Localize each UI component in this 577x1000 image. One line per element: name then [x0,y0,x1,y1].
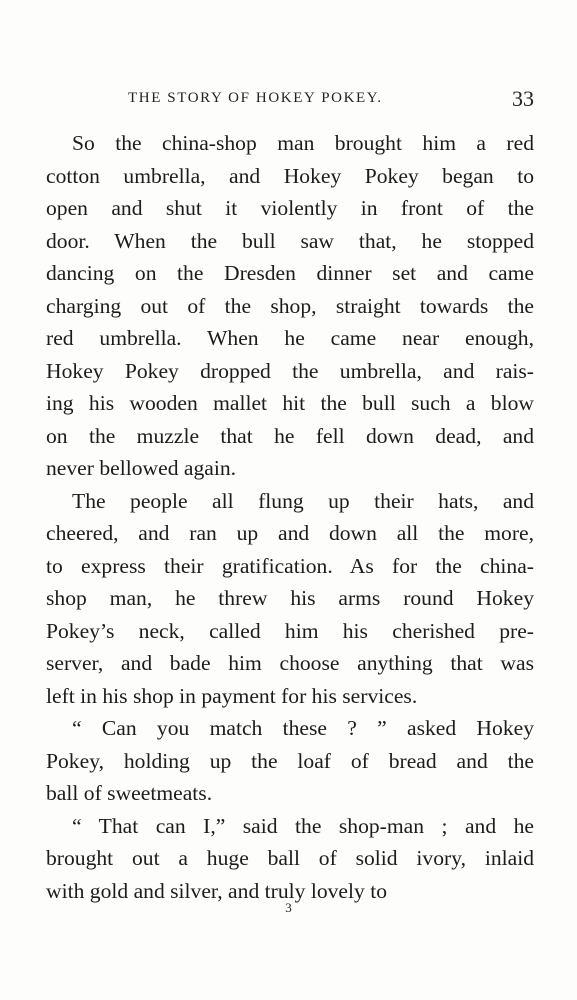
text-line: open and shut it violently in front of the [46,196,534,220]
page-number: 33 [512,86,534,111]
text-line: charging out of the shop, straight towards the [46,293,534,318]
text-line: server, and bade him choose anything that was [46,651,534,675]
page-header [46,86,534,116]
text-line: with gold and silver, and truly lovely to [46,878,387,903]
text-line: ball of sweetmeats. [46,781,213,805]
text-line: to express their gratification. As for the china- [46,553,534,578]
signature-mark: 3 [285,900,292,915]
text-line: door. When the bull saw that, he stopped [46,228,534,253]
body-text [46,127,534,907]
text-line: So the china-shop man brought him a red [72,131,534,155]
text-line: dancing on the Dresden dinner set and came [46,261,534,285]
text-line: cotton umbrella, and Hokey Pokey began to [46,163,534,188]
text-line: red umbrella. When he came near enough, [46,326,534,350]
text-line: Pokey, holding up the loaf of bread and the [46,748,534,773]
text-line: cheered, and ran up and down all the more, [46,521,534,545]
text-line: never bellowed again. [46,456,237,480]
text-line: on the muzzle that he fell down dead, and [46,423,534,448]
text-line: ing his wooden mallet hit the bull such a blow [46,391,534,415]
paragraph [46,127,534,485]
text-line: shop man, he threw his arms round Hokey [46,586,534,610]
text-line: “ That can I,” said the shop-man ; and he [72,813,534,838]
text-line: Hokey Pokey dropped the umbrella, and rais- [46,358,534,383]
paragraph [46,712,534,810]
text-line: “ Can you match these ? ” asked Hokey [72,716,534,740]
text-line: The people all flung up their hats, and [72,488,534,513]
text-line: left in his shop in payment for his services. [46,683,418,708]
paragraph [46,485,534,713]
running-head: THE STORY OF HOKEY POKEY. [128,90,383,106]
text-line: brought out a huge ball of solid ivory, inlaid [46,846,534,870]
text-line: Pokey’s neck, called him his cherished pre- [46,618,534,643]
paragraph [46,810,534,908]
